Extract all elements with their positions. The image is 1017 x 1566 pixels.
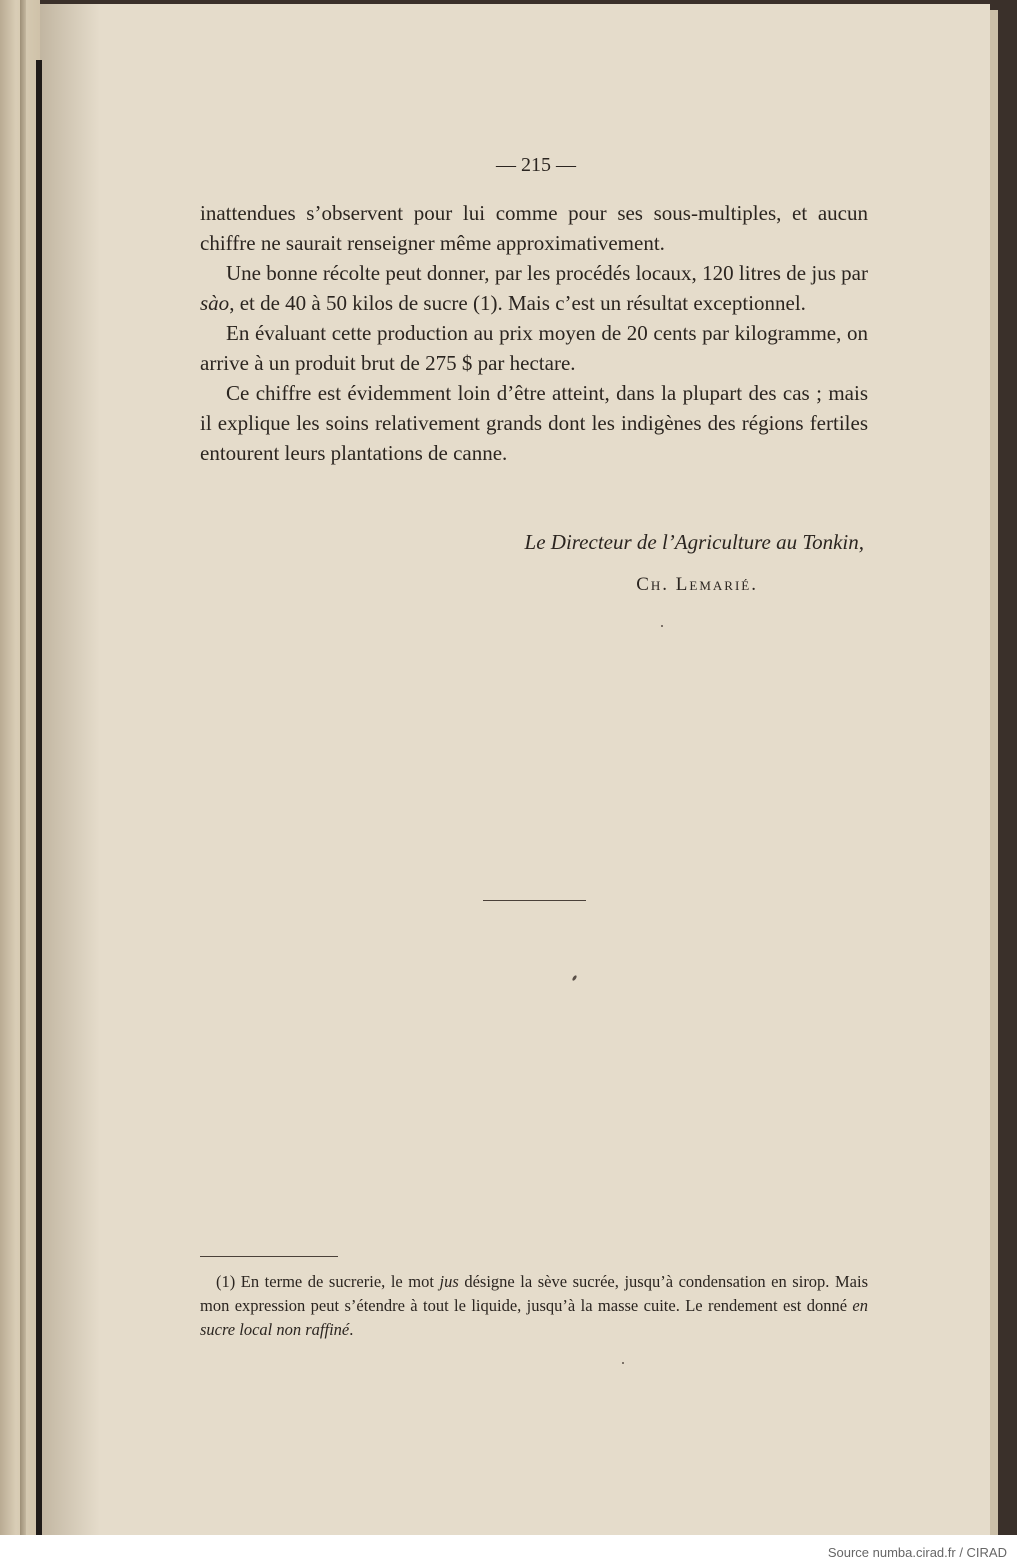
paragraph-2 [200,258,868,318]
footnote-rule [200,1256,338,1257]
paragraph-1: inattendues s’observent pour lui comme pour ses sous-multiples, et aucun chiffre ne saurait renseigner même approximativement. [200,201,868,255]
paragraph-2-rest: , et de 40 à 50 kilos de sucre (1). Mais c’est un résultat exceptionnel. [229,291,806,315]
footnote-italic-b: en sucre local non raffiné [200,1296,868,1339]
page-right-edge [990,10,998,1535]
paragraph-2-italic: sào [200,291,230,315]
signature-title: Le Directeur de l’Agriculture au Tonkin, [524,530,864,554]
footnote-text-b: désigne la sève sucrée, jusqu’à condensation en sirop. Mais mon expression peut s’étendre à tout le liquide, jusqu’à la masse cuite. Le rendement est donné [200,1272,868,1315]
paragraph-2-text: Une bonne récolte peut donner, par les procédés locaux, 120 litres de jus par [226,261,868,285]
body-text [200,198,868,468]
paper-speck [622,1362,624,1364]
book-spine [36,60,42,1535]
page-number: — 215 — [496,154,576,176]
footnote-text-a: En terme de sucrerie, le mot [235,1272,440,1291]
paragraph-3: En évaluant cette production au prix moyen de 20 cents par kilogramme, on arrive à un produit brut de 275 $ par hectare. [200,321,868,375]
footnote-italic-a: jus [439,1272,459,1291]
footnote [200,1270,868,1342]
paper-speck [661,625,663,627]
facing-page-fold [20,0,26,1535]
paragraph-4: Ce chiffre est évidemment loin d’être atteint, dans la plupart des cas ; mais il explique les soins relativement grands dont les indigènes des régions fertiles entourent leurs plantations de canne. [200,381,868,465]
footnote-text-c: . [349,1320,354,1339]
signature-name: Ch. Lemarié. [636,574,758,595]
gutter-shadow [40,4,100,1535]
source-credit: Source numba.cirad.fr / CIRAD [827,1545,1007,1560]
section-divider [483,900,586,901]
footnote-marker: (1) [216,1272,236,1291]
